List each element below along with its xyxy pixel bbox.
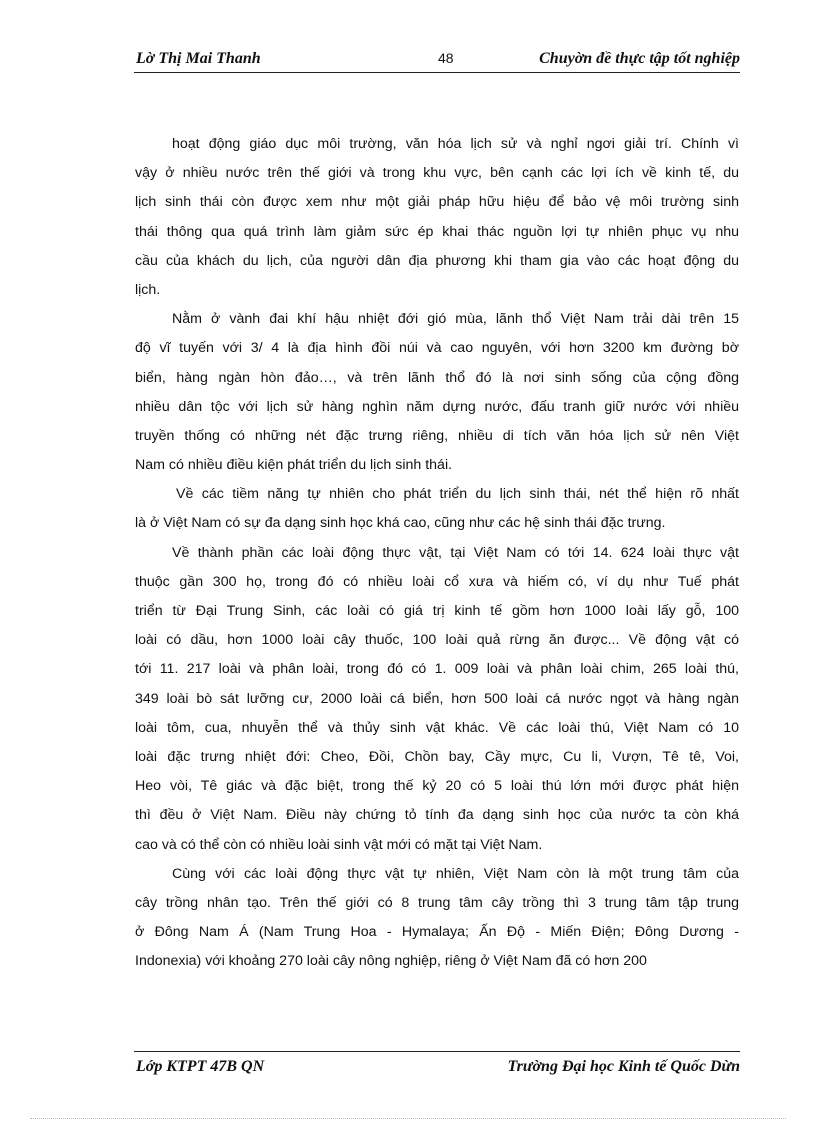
text-line: thái thông qua quá trình làm giảm sức ép khai thác nguồn lợi tự nhiên phục vụ nhu [135, 223, 739, 240]
footer-university: Trường Đại học Kinh tế Quốc Dừn [507, 1058, 740, 1075]
text-line: Cùng với các loài động thực vật tự nhiên, Việt Nam còn là một trung tâm của [172, 865, 739, 882]
text-line: lịch. [135, 281, 161, 298]
text-line: cây trồng nhân tạo. Trên thế giới có 8 trung tâm cây trồng thì 3 trung tâm tập trung [135, 894, 739, 911]
text-line: biển, hàng ngàn hòn đảo…, và trên lãnh thổ đó là nơi sinh sống của cộng đồng [135, 369, 739, 386]
text-line: ở Đông Nam Á (Nam Trung Hoa - Hymalaya; Ấn Độ - Miến Điện; Đông Dương - [135, 924, 739, 941]
text-line: loài có dầu, hơn 1000 loài cây thuốc, 100 loài quả rừng ăn được... Về động vật có [135, 632, 739, 649]
text-line: 349 loài bò sát lưỡng cư, 2000 loài cá biển, hơn 500 loài cá nước ngọt và hàng ngàn [135, 690, 739, 707]
text-line: Nằm ở vành đai khí hậu nhiệt đới gió mùa, lãnh thổ Việt Nam trải dài trên 15 [172, 311, 739, 328]
footer-class-name: Lớp KTPT 47B QN [136, 1058, 265, 1075]
page-footer [134, 1051, 740, 1080]
text-line: Nam có nhiều điều kiện phát triển du lịch sinh thái. [135, 457, 453, 474]
text-line: thì đều ở Việt Nam. Điều này chứng tỏ tính đa dạng sinh học của nước ta còn khá [135, 807, 739, 824]
document-body [135, 130, 739, 976]
text-line: Heo vòi, Tê giác và đặc biệt, trong thế kỷ 20 có 5 loài thú lớn mới được phát hiện [135, 778, 739, 795]
text-line: hoạt động giáo dục môi trường, văn hóa lịch sử và nghỉ ngơi giải trí. Chính vì [172, 136, 739, 152]
text-line: lịch sinh thái còn được xem như một giải pháp hữu hiệu để bảo vệ môi trường sinh [135, 194, 739, 211]
text-line: là ở Việt Nam có sự đa dạng sinh học khá cao, cũng như các hệ sinh thái đặc trưng. [135, 515, 666, 532]
page-bottom-border [30, 1118, 786, 1119]
text-line: cao và có thể còn có nhiều loài sinh vật mới có mặt tại Việt Nam. [135, 836, 543, 853]
page-header [134, 48, 740, 73]
text-line: truyền thống có những nét đặc trưng riêng, nhiều di tích văn hóa lịch sử nên Việt [135, 427, 739, 444]
page-number: 48 [438, 50, 454, 66]
text-line: triển từ Đại Trung Sinh, các loài có giá trị kinh tế gồm hơn 1000 loài lấy gỗ, 100 [135, 603, 739, 619]
text-line: độ vĩ tuyến với 3/ 4 là địa hình đồi núi và cao nguyên, với hơn 3200 km đường bờ [135, 340, 739, 357]
header-author: Lờ Thị Mai Thanh [136, 50, 261, 67]
text-line: loài tôm, cua, nhuyễn thể và thủy sinh vật khác. Về các loài thú, Việt Nam có 10 [135, 719, 739, 736]
text-line: Indonexia) với khoảng 270 loài cây nông nghiệp, riêng ở Việt Nam đã có hơn 200 [135, 953, 647, 970]
header-title: Chuyờn đề thực tập tốt nghiệp [539, 50, 740, 67]
text-line: Về các tiềm năng tự nhiên cho phát triển du lịch sinh thái, nét thể hiện rõ nhất [176, 486, 739, 503]
text-line: tới 11. 217 loài và phân loài, trong đó có 1. 009 loài và phân loài chim, 265 loài thú, [135, 661, 739, 678]
text-line: nhiều dân tộc với lịch sử hàng nghìn năm dựng nước, đấu tranh giữ nước với nhiều [135, 398, 739, 415]
text-line: cầu của khách du lịch, của người dân địa phương khi tham gia vào các hoạt động du [135, 252, 739, 269]
text-line: vậy ở nhiều nước trên thế giới và trong khu vực, bên cạnh các lợi ích về kinh tế, du [135, 165, 739, 182]
text-line: Về thành phần các loài động thực vật, tại Việt Nam có tới 14. 624 loài thực vật [172, 544, 739, 561]
text-line: thuộc gần 300 họ, trong đó có nhiều loài cổ xưa và hiếm có, ví dụ như Tuế phát [135, 573, 739, 590]
text-line: loài đặc trưng nhiệt đới: Cheo, Đồi, Chồn bay, Cầy mực, Cu li, Vượn, Tê tê, Voi, [135, 748, 739, 765]
